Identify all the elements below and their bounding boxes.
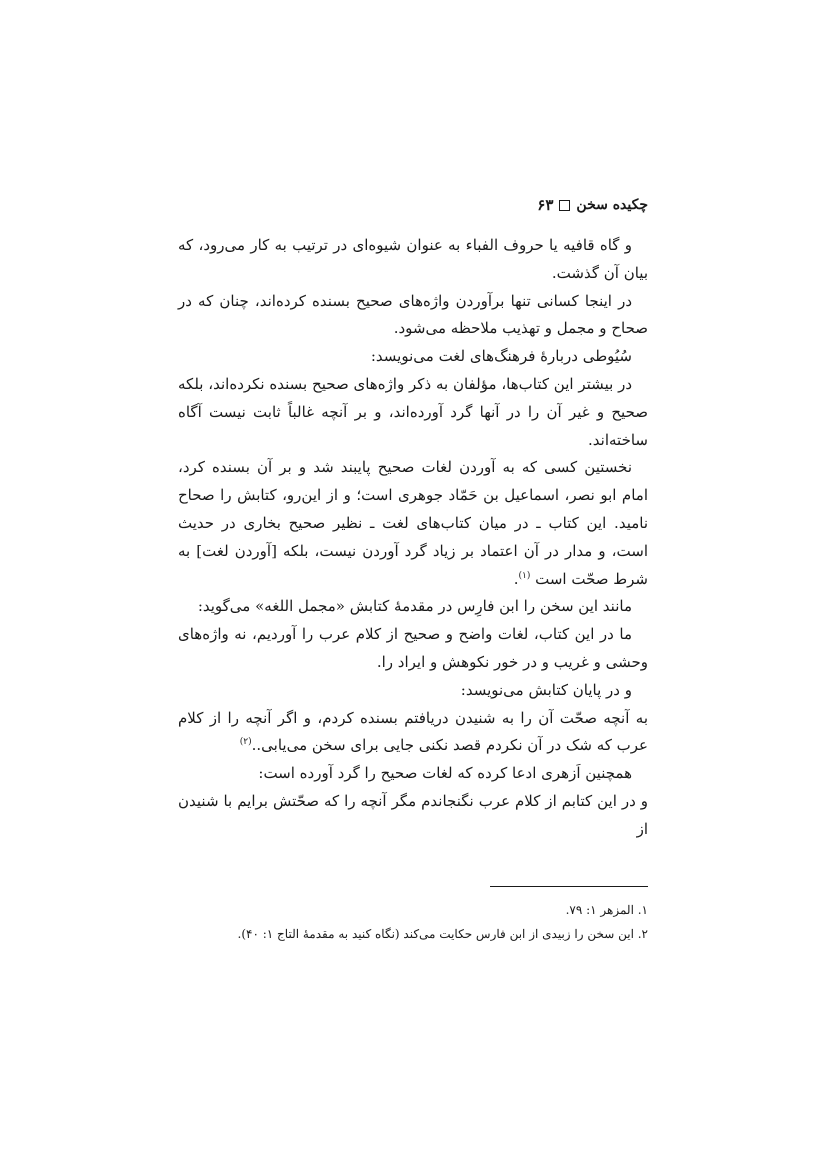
quote-paragraph: ما در این کتاب، لغات واضح و صحیح از کلام عرب را آوردیم، نه واژه‌های وحشی و غریب و در خور نکوهش و ایراد را. [178, 625, 648, 671]
footnotes [178, 898, 648, 946]
quote-text: نخستین کسی که به آوردن لغات صحیح پایبند شد و بر آن بسنده کرد، امام ابو نصر، اسماعیل بن حَمّاد جوهری است؛ و از این‌رو، کتابش را صحاح نامید. این کتاب ـ در میان کتاب‌های لغت ـ نظیر صحیح بخاری در حدیث است، و مدار در آن اعتماد بر زیاد گرد آوردن نیست، بلکه [آوردن لغت] به شرط صحّت است [178, 458, 648, 588]
quote-paragraph: نخستین کسی که به آوردن لغات صحیح پایبند شد و بر آن بسنده کرد، امام ابو نصر، اسماعیل بن حَمّاد جوهری است؛ و از این‌رو، کتابش را صحاح نامید. این کتاب ـ در میان کتاب‌های لغت ـ نظیر صحیح بخاری در حدیث است، و مدار در آن اعتماد بر زیاد گرد آوردن نیست، بلکه [آوردن لغت] به شرط صحّت است $^{(۱)}$. [178, 458, 648, 588]
running-header [537, 196, 648, 214]
footnote-mark: (۲) [239, 737, 252, 748]
paragraph: و در پایان کتابش می‌نویسد: [460, 680, 632, 699]
page-number: ۶۳ [537, 196, 554, 214]
paragraph: سُیُوطی دربارهٔ فرهنگ‌های لغت می‌نویسد: [370, 347, 632, 366]
quote-text: به آنچه صحّت آن را به شنیدن دریافتم بسنده کردم، و اگر آنچه را از کلام عرب که شک در آن نکردم قصد نکنی جایی برای سخن می‌یابی.. [178, 708, 648, 755]
running-title: چکیده سخن [576, 197, 648, 213]
body-text [178, 232, 648, 844]
footnote-mark: (۱) [518, 570, 531, 581]
paragraph: مانند این سخن را ابن فارِس در مقدمهٔ کتابش «مجمل اللغه» می‌گوید: [197, 597, 632, 616]
quote-paragraph: و در این کتابم از کلام عرب نگنجاندم مگر آنچه را که صحّتش برایم با شنیدن از [178, 791, 648, 838]
square-ornament-icon [559, 200, 570, 211]
footnote: ۲. این سخن را زبیدی از ابن فارس حکایت می‌کند (نگاه کنید به مقدمهٔ التاج ۱: ۴۰). [237, 927, 648, 941]
paragraph: و گاه قافیه یا حروف الفباء به عنوان شیوه‌ای در ترتیب به کار می‌رود، که بیان آن گذشت. [178, 236, 648, 282]
footnote-divider [490, 886, 648, 887]
quote-paragraph: در بیشتر این کتاب‌ها، مؤلفان به ذکر واژه‌های صحیح بسنده نکرده‌اند، بلکه صحیح و غیر آن را در آنها گرد آورده‌اند، و بر آنچه غالباً ثابت نیست آگاه ساخته‌اند. [178, 374, 648, 449]
paragraph: همچنین اَزهری ادعا کرده که لغات صحیح را گرد آورده است: [258, 764, 632, 783]
quote-paragraph [178, 705, 648, 761]
paragraph: در اینجا کسانی تنها برآوردن واژه‌های صحیح بسنده کرده‌اند، چنان که در صحاح و مجمل و تهذیب ملاحظه می‌شود. [178, 291, 648, 338]
footnote: ۱. المزهر ۱: ۷۹. [565, 903, 648, 917]
